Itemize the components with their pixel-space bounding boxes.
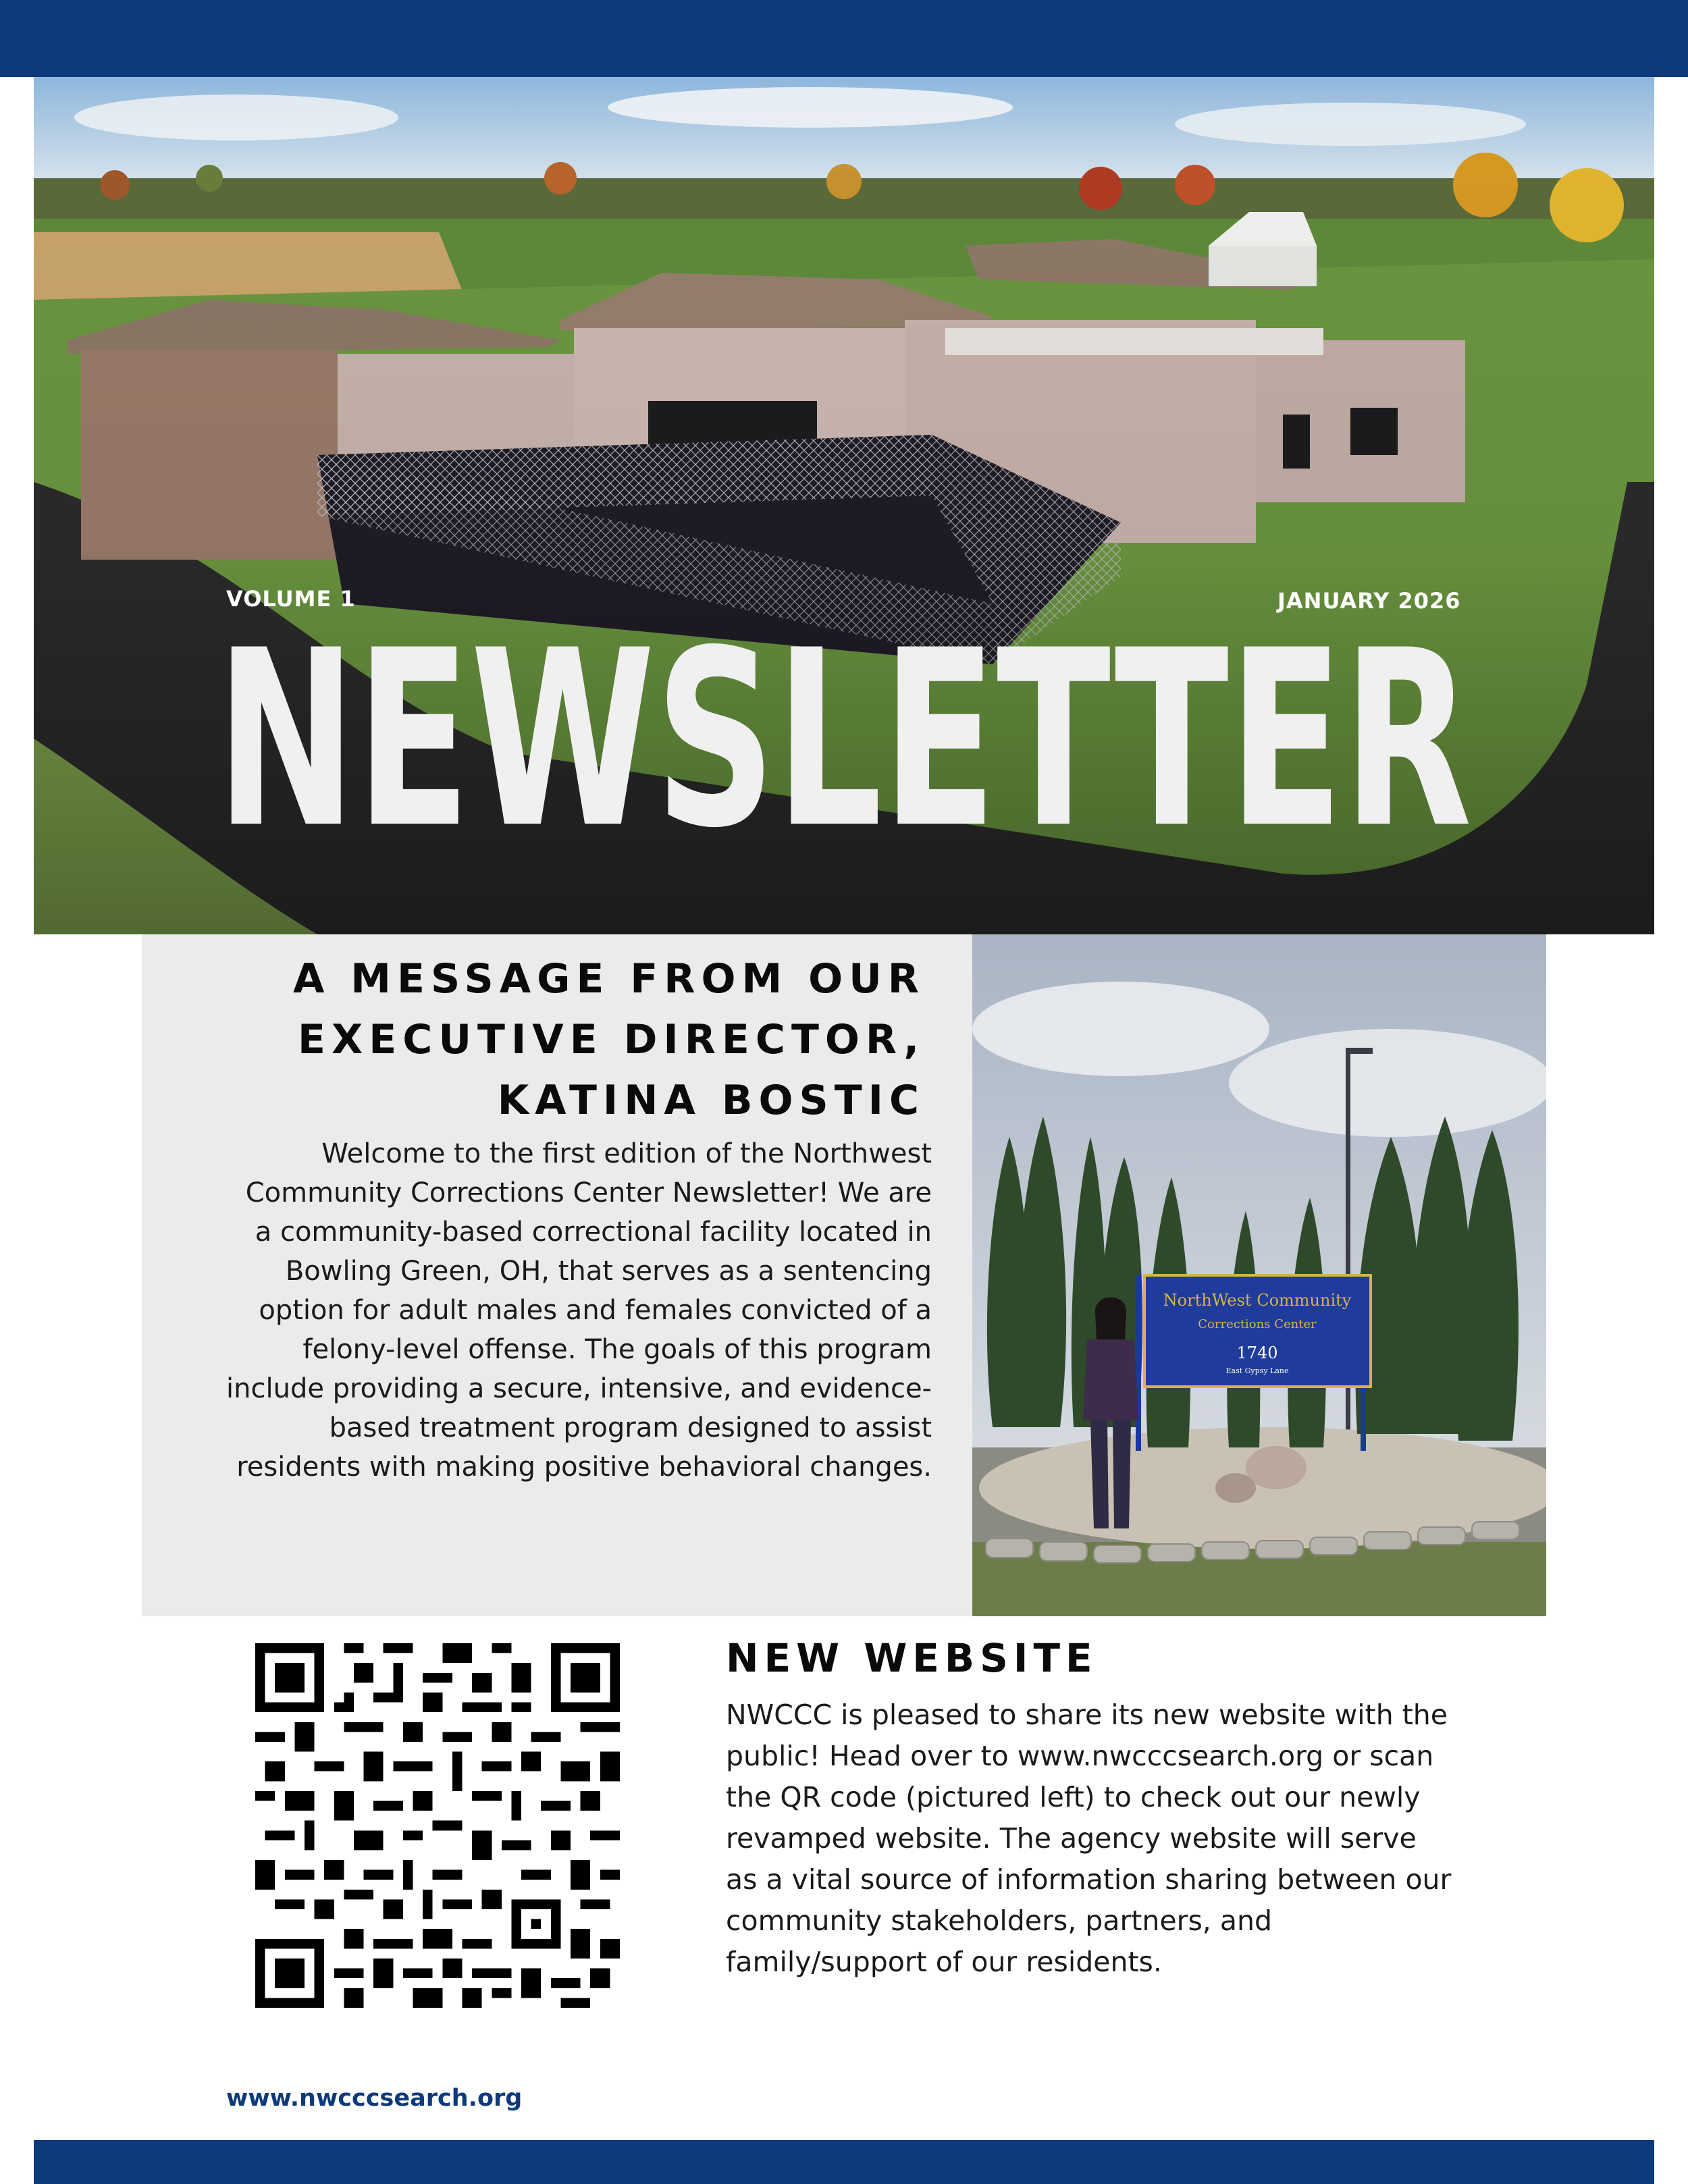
newsletter-title-text: NEWSLETTER [216,598,1472,881]
website-qr-code[interactable] [255,1643,620,2008]
sign-street: East Gypsy Lane [1225,1366,1289,1375]
new-website-heading: NEW WEBSITE [726,1635,1098,1681]
director-message-body: Welcome to the first edition of the Northwest Community Corrections Center Newsletter! We are a community-based correctional facility located in Bowling Green, OH, that serves as a sentencing option for adult males and females convicted of a felony-level offense. The goals of this program include providing a secure, intensive, and evidence-based treatment program designed to assist residents with making positive behavioral changes. [226,1138,932,1483]
new-website-body: NWCCC is pleased to share its new website with the public! Head over to www.nwcccsearch.org or scan the QR code (pictured left) to check out our newly revamped website. The agency website will serve as a vital source of information sharing between our community stakeholders, partners, and family/support of our residents. [726,1699,1452,1978]
sign-line1: NorthWest Community [1163,1291,1352,1310]
top-banner [0,0,1688,77]
issue-date: JANUARY 2026 [1277,588,1461,614]
volume-label: VOLUME 1 [226,586,356,612]
sign-number: 1740 [1236,1343,1278,1362]
director-message-heading: A MESSAGE FROM OUR EXECUTIVE DIRECTOR, KATINA BOSTIC [292,955,925,1124]
director-photo [972,934,1546,1616]
sign-line2: Corrections Center [1198,1317,1317,1331]
footer-website-link[interactable]: www.nwcccsearch.org [226,2085,523,2112]
bottom-banner [34,2140,1654,2184]
